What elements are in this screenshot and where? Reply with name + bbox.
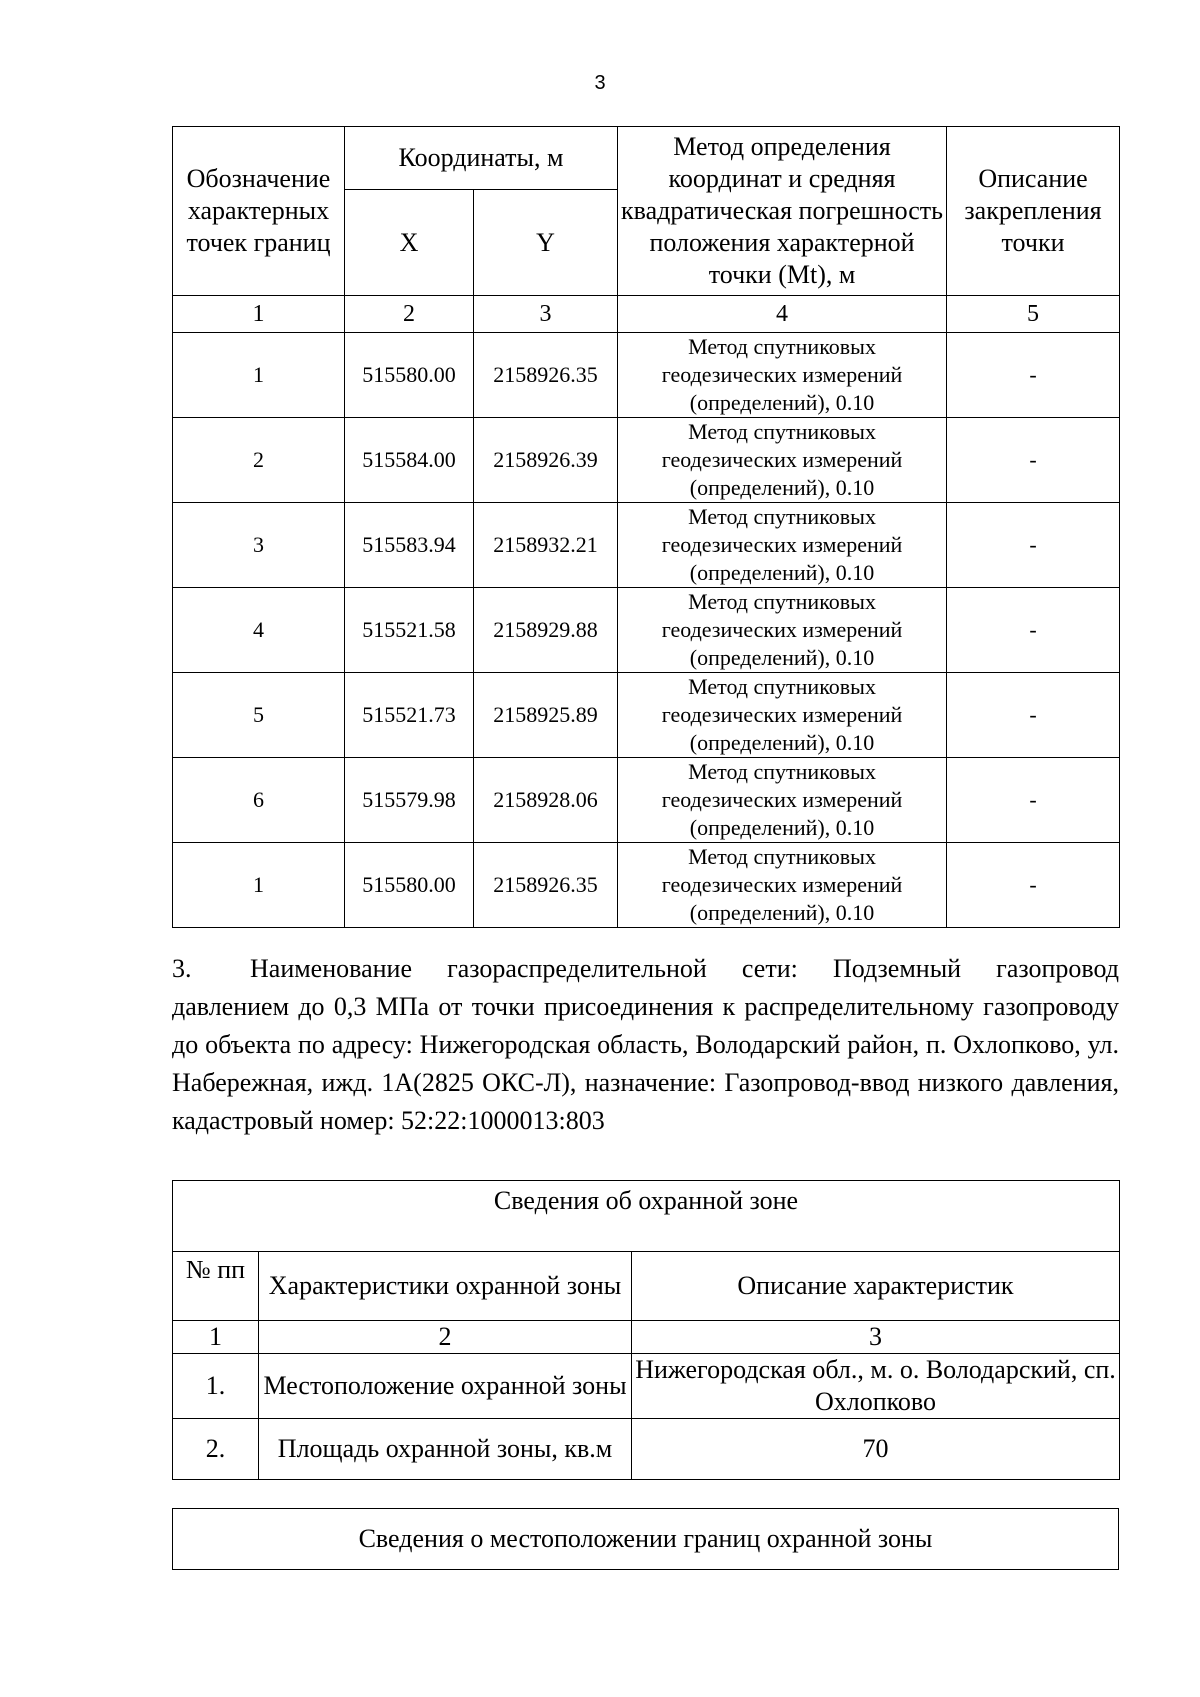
header-method: Метод определения координат и средняя квадратическая погрешность положения характерной точки (Mt), м [618, 127, 947, 296]
table-row [173, 333, 1120, 418]
method: Метод спутниковых геодезических измерений (определений), 0.10 [618, 333, 947, 418]
table-row [173, 418, 1120, 503]
method: Метод спутниковых геодезических измерений (определений), 0.10 [618, 843, 947, 928]
coord-x: 515579.98 [345, 758, 474, 843]
coord-x: 515580.00 [345, 843, 474, 928]
section-number: 3. [172, 954, 192, 983]
table-row [173, 1419, 1120, 1480]
coord-y: 2158932.21 [474, 503, 618, 588]
point-id: 5 [173, 673, 345, 758]
coord-y: 2158925.89 [474, 673, 618, 758]
fixing: - [947, 588, 1120, 673]
coord-x: 515521.58 [345, 588, 474, 673]
table-row [173, 843, 1120, 928]
coord-y: 2158926.35 [474, 843, 618, 928]
point-id: 4 [173, 588, 345, 673]
fixing: - [947, 843, 1120, 928]
header-designation: Обозначение характерных точек границ [173, 127, 345, 296]
protection-zone-table [172, 1180, 1120, 1480]
coord-y: 2158928.06 [474, 758, 618, 843]
fixing: - [947, 333, 1120, 418]
table-row [173, 503, 1120, 588]
col-number: 4 [618, 296, 947, 333]
section-paragraph [172, 950, 1119, 1140]
col-number: 3 [632, 1321, 1120, 1354]
coord-x: 515580.00 [345, 333, 474, 418]
coord-x: 515584.00 [345, 418, 474, 503]
zone-table-title: Сведения об охранной зоне [173, 1181, 1120, 1252]
row-description: 70 [632, 1419, 1120, 1480]
method: Метод спутниковых геодезических измерений (определений), 0.10 [618, 673, 947, 758]
col-number: 3 [474, 296, 618, 333]
col-number: 1 [173, 1321, 259, 1354]
fixing: - [947, 418, 1120, 503]
row-characteristic: Местоположение охранной зоны [259, 1354, 632, 1419]
table-row [173, 673, 1120, 758]
point-id: 6 [173, 758, 345, 843]
method: Метод спутниковых геодезических измерений (определений), 0.10 [618, 503, 947, 588]
header-characteristic: Характеристики охранной зоны [259, 1252, 632, 1321]
section-text: Наименование газораспределительной сети: Подземный газопровод давлением до 0,3 МПа от точки присоединения к распределительному газопроводу до объекта по адресу: Нижегородская область, Володарский район, п. Охлопково, ул. Набережная, ижд. 1А(2825 ОКС-Л), назначение: Газопровод-ввод низкого давления, кадастровый номер: 52:22:1000013:803 [172, 954, 1119, 1135]
row-characteristic: Площадь охранной зоны, кв.м [259, 1419, 632, 1480]
coord-x: 515583.94 [345, 503, 474, 588]
col-number: 2 [259, 1321, 632, 1354]
coord-y: 2158929.88 [474, 588, 618, 673]
header-x: X [345, 190, 474, 296]
point-id: 3 [173, 503, 345, 588]
header-coordinates: Координаты, м [345, 127, 618, 190]
point-id: 1 [173, 843, 345, 928]
header-fixing: Описание закрепления точки [947, 127, 1120, 296]
coordinates-table [172, 126, 1120, 928]
header-description: Описание характеристик [632, 1252, 1120, 1321]
fixing: - [947, 673, 1120, 758]
fixing: - [947, 503, 1120, 588]
row-num: 2. [173, 1419, 259, 1480]
coord-x: 515521.73 [345, 673, 474, 758]
page-number: 3 [594, 72, 606, 94]
col-number: 1 [173, 296, 345, 333]
header-y: Y [474, 190, 618, 296]
row-num: 1. [173, 1354, 259, 1419]
coord-y: 2158926.39 [474, 418, 618, 503]
col-number: 5 [947, 296, 1120, 333]
point-id: 1 [173, 333, 345, 418]
coord-y: 2158926.35 [474, 333, 618, 418]
boundaries-table [172, 1508, 1119, 1570]
table-row [173, 758, 1120, 843]
boundaries-title: Сведения о местоположении границ охранной зоны [173, 1509, 1119, 1570]
col-number: 2 [345, 296, 474, 333]
header-num: № пп [173, 1252, 259, 1321]
fixing: - [947, 758, 1120, 843]
table-row [173, 1354, 1120, 1419]
point-id: 2 [173, 418, 345, 503]
row-description: Нижегородская обл., м. о. Володарский, сп. Охлопково [632, 1354, 1120, 1419]
method: Метод спутниковых геодезических измерений (определений), 0.10 [618, 588, 947, 673]
column-numbers-row [173, 296, 1120, 333]
method: Метод спутниковых геодезических измерений (определений), 0.10 [618, 418, 947, 503]
table-row [173, 588, 1120, 673]
method: Метод спутниковых геодезических измерений (определений), 0.10 [618, 758, 947, 843]
